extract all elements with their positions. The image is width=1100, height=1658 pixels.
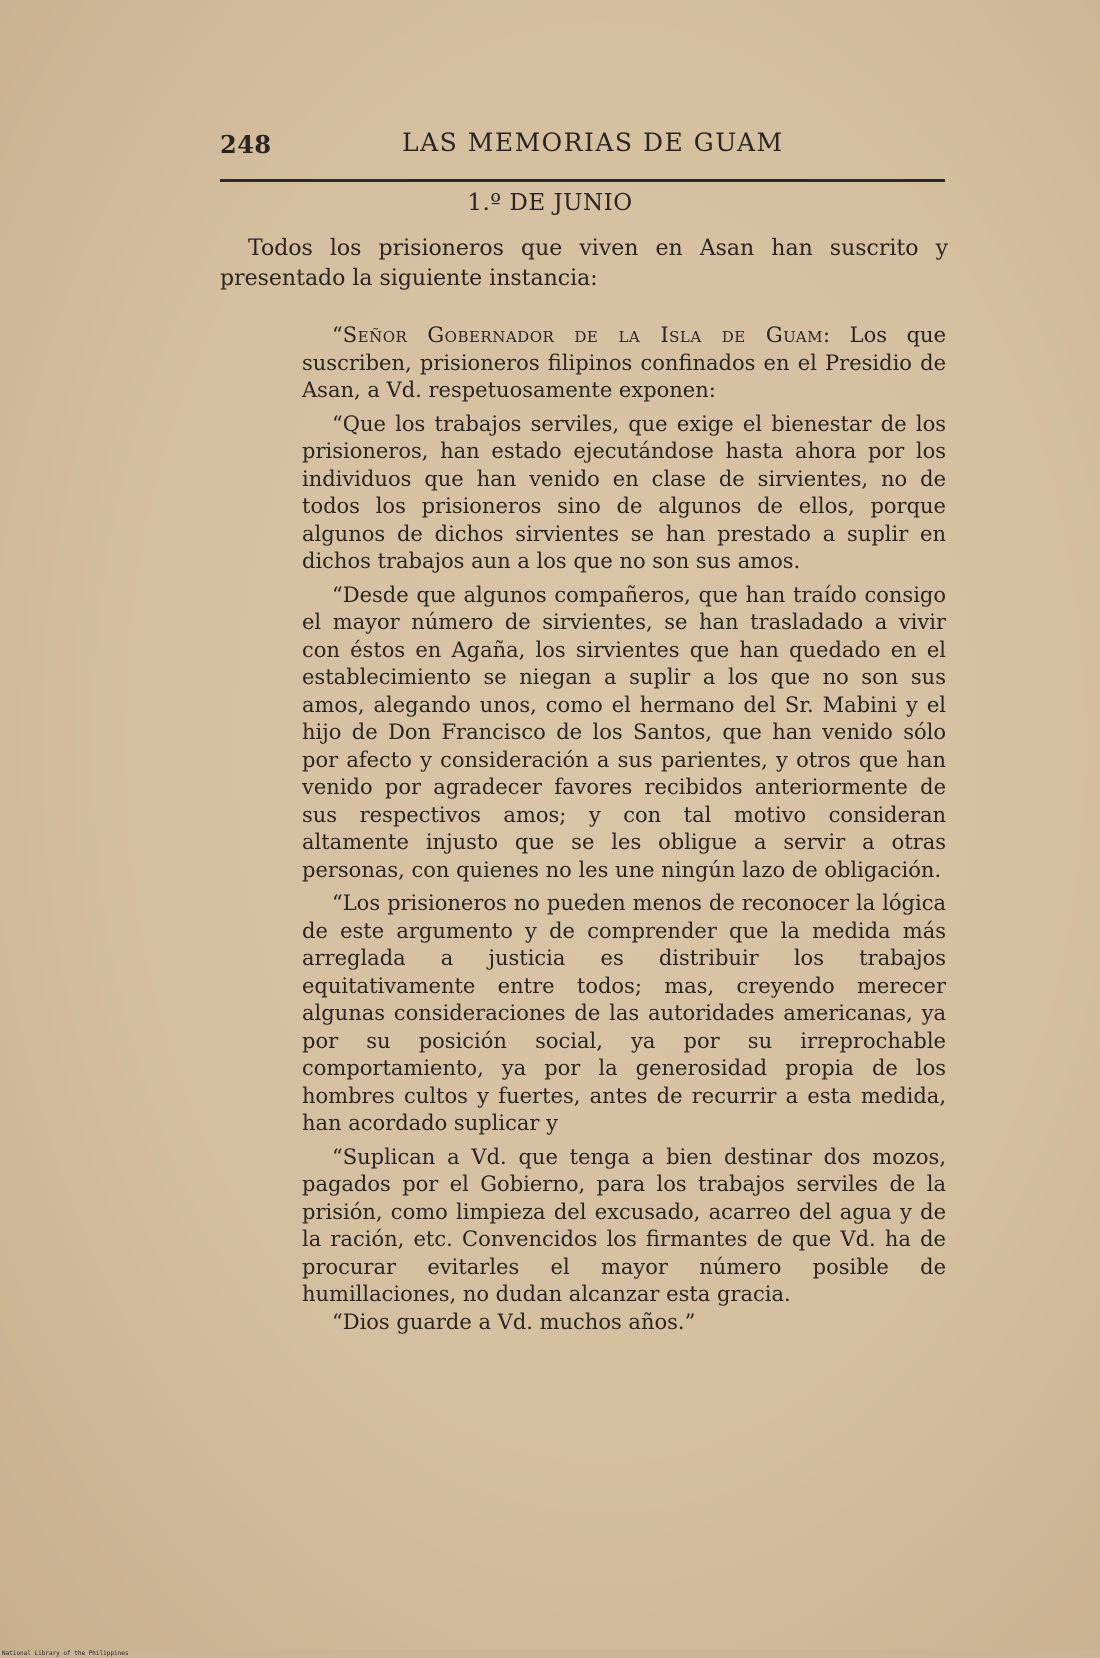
salutation-addressee: Señor Gobernador de la Isla de Guam [342,323,823,347]
salutation-paragraph [302,322,946,405]
petition-paragraph: “Que los trabajos serviles, que exige el bienestar de los prisioneros, han estado ejecutándose hasta ahora por los individuos que han venido en clase de sirvientes, no de todos los prisioneros sino de algunos de ellos, porque algunos de dichos sirvientes se han prestado a suplir en dichos trabajos aun a los que no son sus amos. [302,411,946,573]
petition-paragraph: “Desde que algunos compañeros, que han traído consigo el mayor número de sirvientes, se han trasladado a vivir con éstos en Agaña, los sirvientes que han quedado en el establecimiento se niegan a suplir a los que no son sus amos, alegando unos, como el hermano del Sr. Mabini y el hijo de Don Francisco de los Santos, que han venido sólo por afecto y consideración a sus parientes, y otros que han venido por agradecer favores recibidos anteriormente de sus respectivos amos; y con tal motivo consideran altamente injusto que se les obligue a servir a otras personas, con quienes no les une ningún lazo de obligación. [302,582,946,882]
page-number: 248 [220,130,272,159]
salutation-text: : Los que suscriben, prisioneros filipinos confinados en el Presidio de Asan, a Vd. respetuosamente exponen: [302,323,947,402]
running-head [220,128,945,168]
section-date: 1.º DE JUNIO [467,190,633,216]
petition-paragraph: “Suplican a Vd. que tenga a bien destinar dos mozos, pagados por el Gobierno, para los trabajos serviles de la prisión, como limpieza del excusado, acarreo del agua y de la ración, etc. Convencidos los firmantes de que Vd. ha de procurar evitarles el mayor número posible de humillaciones, no dudan alcanzar esta gracia. [302,1144,946,1306]
closing-line: “Dios guarde a Vd. muchos años.” [332,1309,696,1334]
petition-paragraph: “Los prisioneros no pueden menos de reconocer la lógica de este argumento y de comprender que la medida más arreglada a justicia es distribuir los trabajos equitativamente entre todos; mas, creyendo merecer algunas consideraciones de las autoridades americanas, ya por su posición social, ya por su irreprochable comportamiento, ya por la generosidad propia de los hombres cultos y fuertes, antes de recurrir a esta medida, han acordado suplicar y [302,891,946,1135]
header-rule [220,179,945,182]
intro-paragraph: Todos los prisioneros que viven en Asan han suscrito y presentado la siguiente instancia: [220,236,948,291]
library-credit: National Library of the Philippines [2,1650,129,1657]
petition-quote [302,322,946,1342]
running-title: LAS MEMORIAS DE GUAM [402,128,784,157]
salutation-open-quote: “ [332,323,343,347]
